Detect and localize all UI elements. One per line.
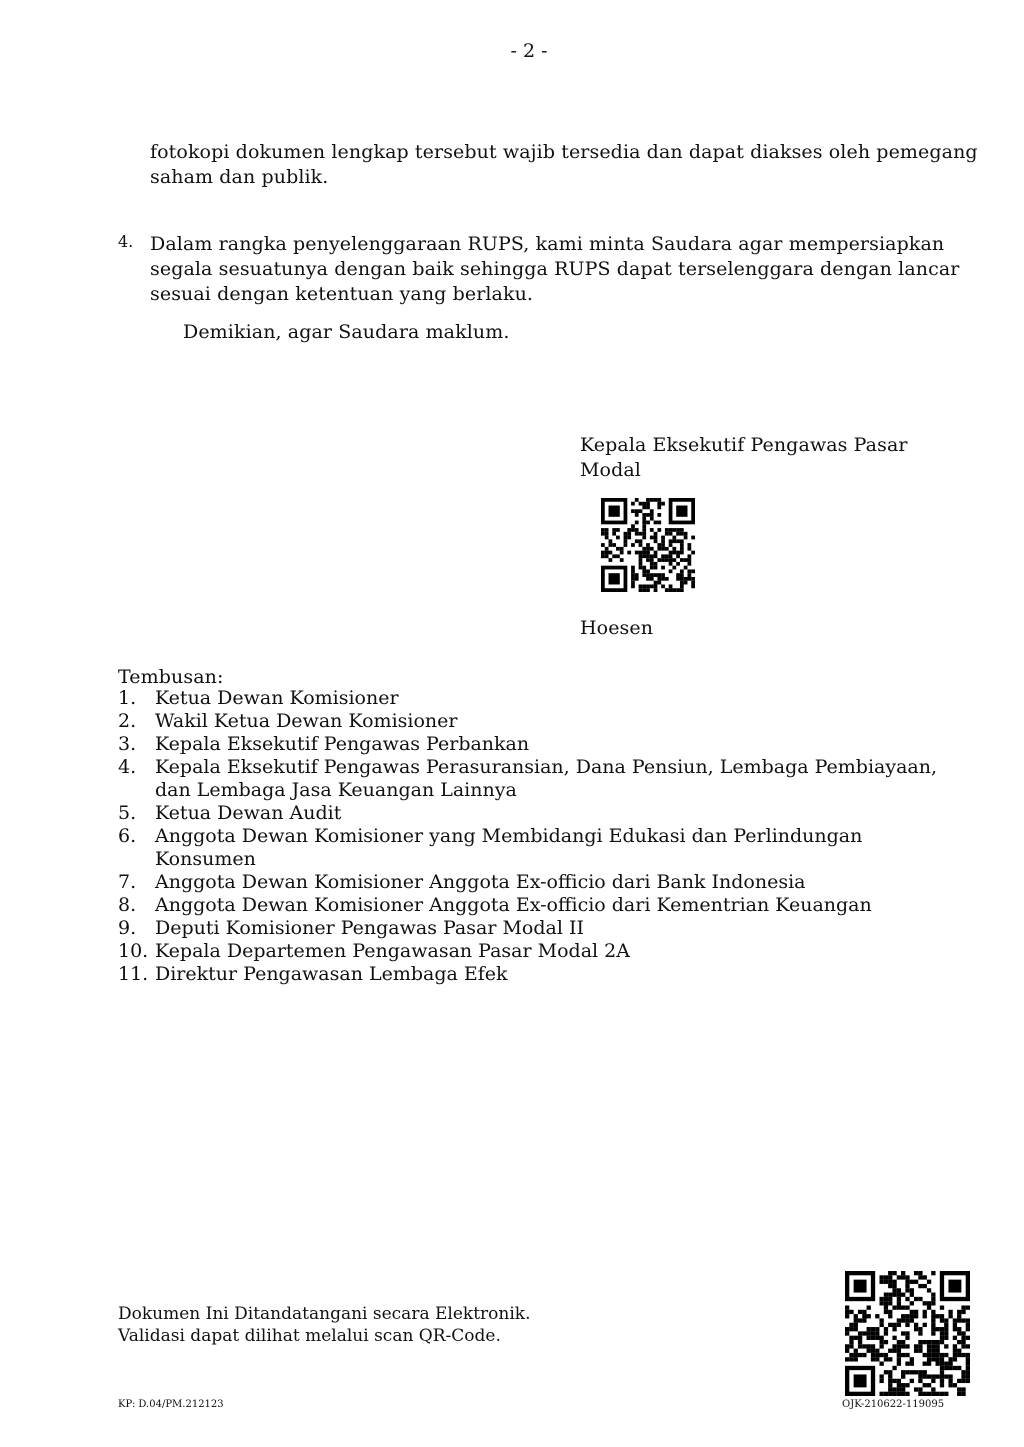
- item-4-number: 4.: [118, 232, 134, 251]
- cc-item: 11. Direktur Pengawasan Lembaga Efek: [118, 963, 508, 985]
- closing-line: Demikian, agar Saudara maklum.: [183, 321, 510, 343]
- cc-item: 8. Anggota Dewan Komisioner Anggota Ex-officio dari Kementrian Keuangan: [118, 894, 872, 916]
- item-4-line-2: segala sesuatunya dengan baik sehingga RUPS dapat terselenggara dengan lancar: [150, 258, 960, 280]
- qr-code-icon: [845, 1271, 970, 1396]
- cc-item: 9. Deputi Komisioner Pengawas Pasar Modal II: [118, 917, 584, 939]
- cc-heading: Tembusan:: [118, 666, 224, 688]
- footer-note-line-2: Validasi dapat dilihat melalui scan QR-Code.: [118, 1326, 501, 1346]
- document-code: OJK-210622-119095: [842, 1399, 945, 1410]
- cc-list: [118, 687, 937, 986]
- footer-note-line-1: Dokumen Ini Ditandatangani secara Elektronik.: [118, 1304, 531, 1324]
- kp-code: KP: D.04/PM.212123: [118, 1399, 224, 1410]
- signatory-title-line-2: Modal: [580, 459, 641, 481]
- cc-item: 7. Anggota Dewan Komisioner Anggota Ex-officio dari Bank Indonesia: [118, 871, 806, 893]
- item-4-line-3: sesuai dengan ketentuan yang berlaku.: [150, 283, 534, 305]
- cc-item: 1. Ketua Dewan Komisioner: [118, 687, 399, 709]
- continuation-line-1: fotokopi dokumen lengkap tersebut wajib tersedia dan dapat diakses oleh pemegang: [150, 141, 978, 163]
- footer-note: [118, 1303, 530, 1347]
- item-4-line-1: Dalam rangka penyelenggaraan RUPS, kami minta Saudara agar mempersiapkan: [150, 233, 945, 255]
- cc-item: 10. Kepala Departemen Pengawasan Pasar Modal 2A: [118, 940, 630, 962]
- cc-item: 2. Wakil Ketua Dewan Komisioner: [118, 710, 458, 732]
- qr-code-icon: [601, 498, 695, 592]
- cc-item: 3. Kepala Eksekutif Pengawas Perbankan: [118, 733, 530, 755]
- cc-item: 5. Ketua Dewan Audit: [118, 802, 342, 824]
- signatory-name: Hoesen: [580, 617, 654, 639]
- continuation-line-2: saham dan publik.: [150, 166, 329, 188]
- cc-item: 4. Kepala Eksekutif Pengawas Perasuransian, Dana Pensiun, Lembaga Pembiayaan, dan Lembaga Jasa Keuangan Lainnya: [118, 756, 938, 801]
- cc-item: 6. Anggota Dewan Komisioner yang Membidangi Edukasi dan Perlindungan Konsumen: [118, 825, 863, 870]
- signatory-title-line-1: Kepala Eksekutif Pengawas Pasar: [580, 434, 908, 456]
- page-number: - 2 -: [510, 40, 548, 62]
